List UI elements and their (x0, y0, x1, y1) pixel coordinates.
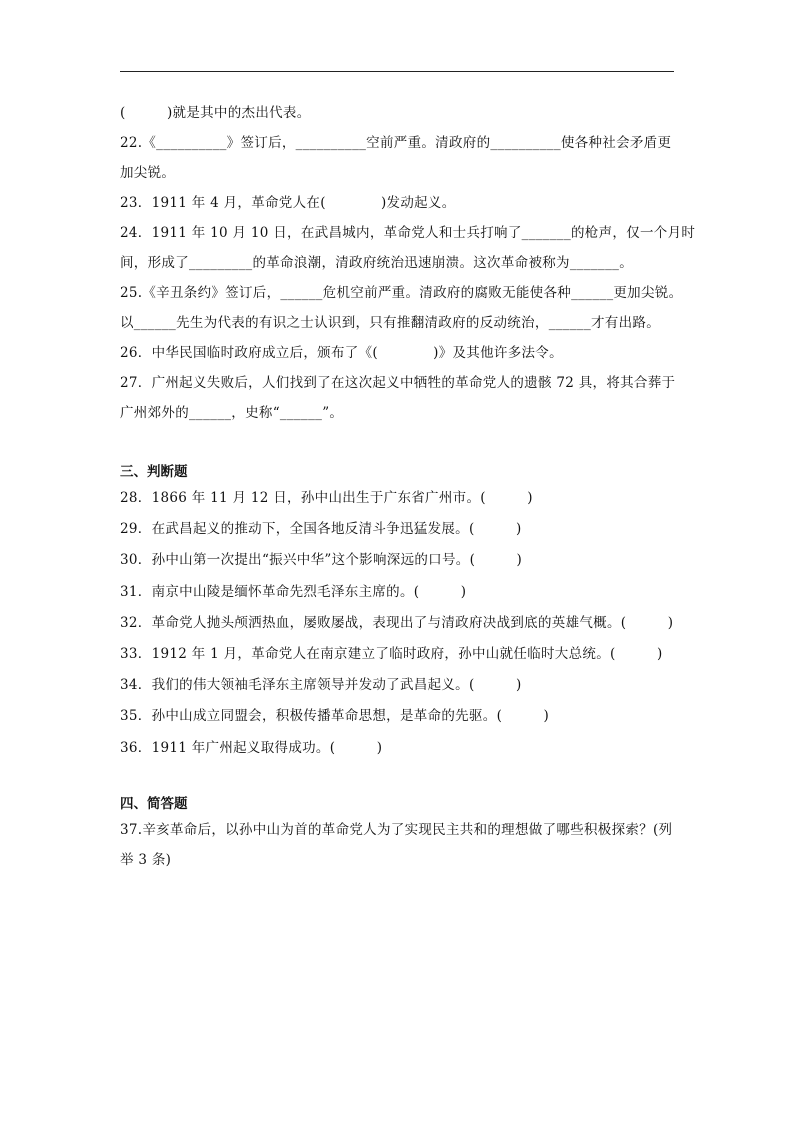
question-37: 37.辛亥革命后，以孙中山为首的革命党人为了实现民主共和的理想做了哪些积极探索？(列 (120, 821, 673, 838)
question-25: 25.《辛丑条约》签订后，______危机空前严重。清政府的腐败无能使各种______更加尖锐。 (120, 285, 683, 301)
question-30: 30．孙中山第一次提出“振兴中华”这个影响深远的口号。( ) (120, 552, 523, 569)
question-27: 27．广州起义失败后，人们找到了在这次起义中牺牲的革命党人的遗骸 72 具，将其合葬于 (120, 375, 676, 391)
question-33: 33．1912 年 1 月，革命党人在南京建立了临时政府，孙中山就任临时大总统。( ) (120, 645, 663, 662)
question-34: 34．我们的伟大领袖毛泽东主席领导并发动了武昌起义。( ) (120, 677, 522, 694)
question-23: 23．1911 年 4 月，革命党人在( )发动起义。 (120, 195, 456, 211)
question-24: 24．1911 年 10 月 10 日，在武昌城内，革命党人和士兵打响了_______的枪声，仅一个月时 (120, 225, 696, 241)
question-25-continued: 以______先生为代表的有识之士认识到，只有推翻清政府的反动统治，______才有出路。 (120, 315, 660, 331)
question-22: 22.《__________》签订后，__________空前严重。清政府的__________使各种社会矛盾更 (120, 135, 672, 151)
question-24-continued: 间，形成了_________的革命浪潮，清政府统治迅速崩溃。这次革命被称为_______。 (120, 255, 633, 271)
judgment-section (120, 483, 680, 764)
question-28: 28．1866 年 11 月 12 日，孙中山出生于广东省广州市。( ) (120, 490, 533, 506)
question-31: 31．南京中山陵是缅怀革命先烈毛泽东主席的。( ) (120, 583, 467, 600)
fill-blank-section (120, 98, 696, 428)
page-content (120, 98, 696, 875)
header-rule (120, 71, 674, 72)
question-32: 32．革命党人抛头颅洒热血，屡败屡战，表现出了与清政府决战到底的英雄气概。( ) (120, 614, 674, 631)
question-29: 29．在武昌起义的推动下，全国各地反清斗争迅猛发展。( ) (120, 521, 522, 538)
question-27-continued: 广州郊外的______，史称“______”。 (120, 405, 344, 421)
question-35: 35．孙中山成立同盟会，积极传播革命思想，是革命的先驱。( ) (120, 708, 550, 725)
question-37-continued: 举 3 条) (120, 851, 172, 868)
question-36: 36．1911 年广州起义取得成功。( ) (120, 739, 383, 756)
judgment-section-title: 三、判断题 (120, 464, 188, 480)
question-22-continued: 加尖锐。 (120, 165, 176, 181)
question-26: 26．中华民国临时政府成立后，颁布了《( )》及其他许多法令。 (120, 345, 563, 361)
short-answer-section (120, 815, 680, 875)
fill-blank-line: ( )就是其中的杰出代表。 (120, 105, 311, 121)
short-answer-section-title: 四、简答题 (120, 795, 188, 812)
